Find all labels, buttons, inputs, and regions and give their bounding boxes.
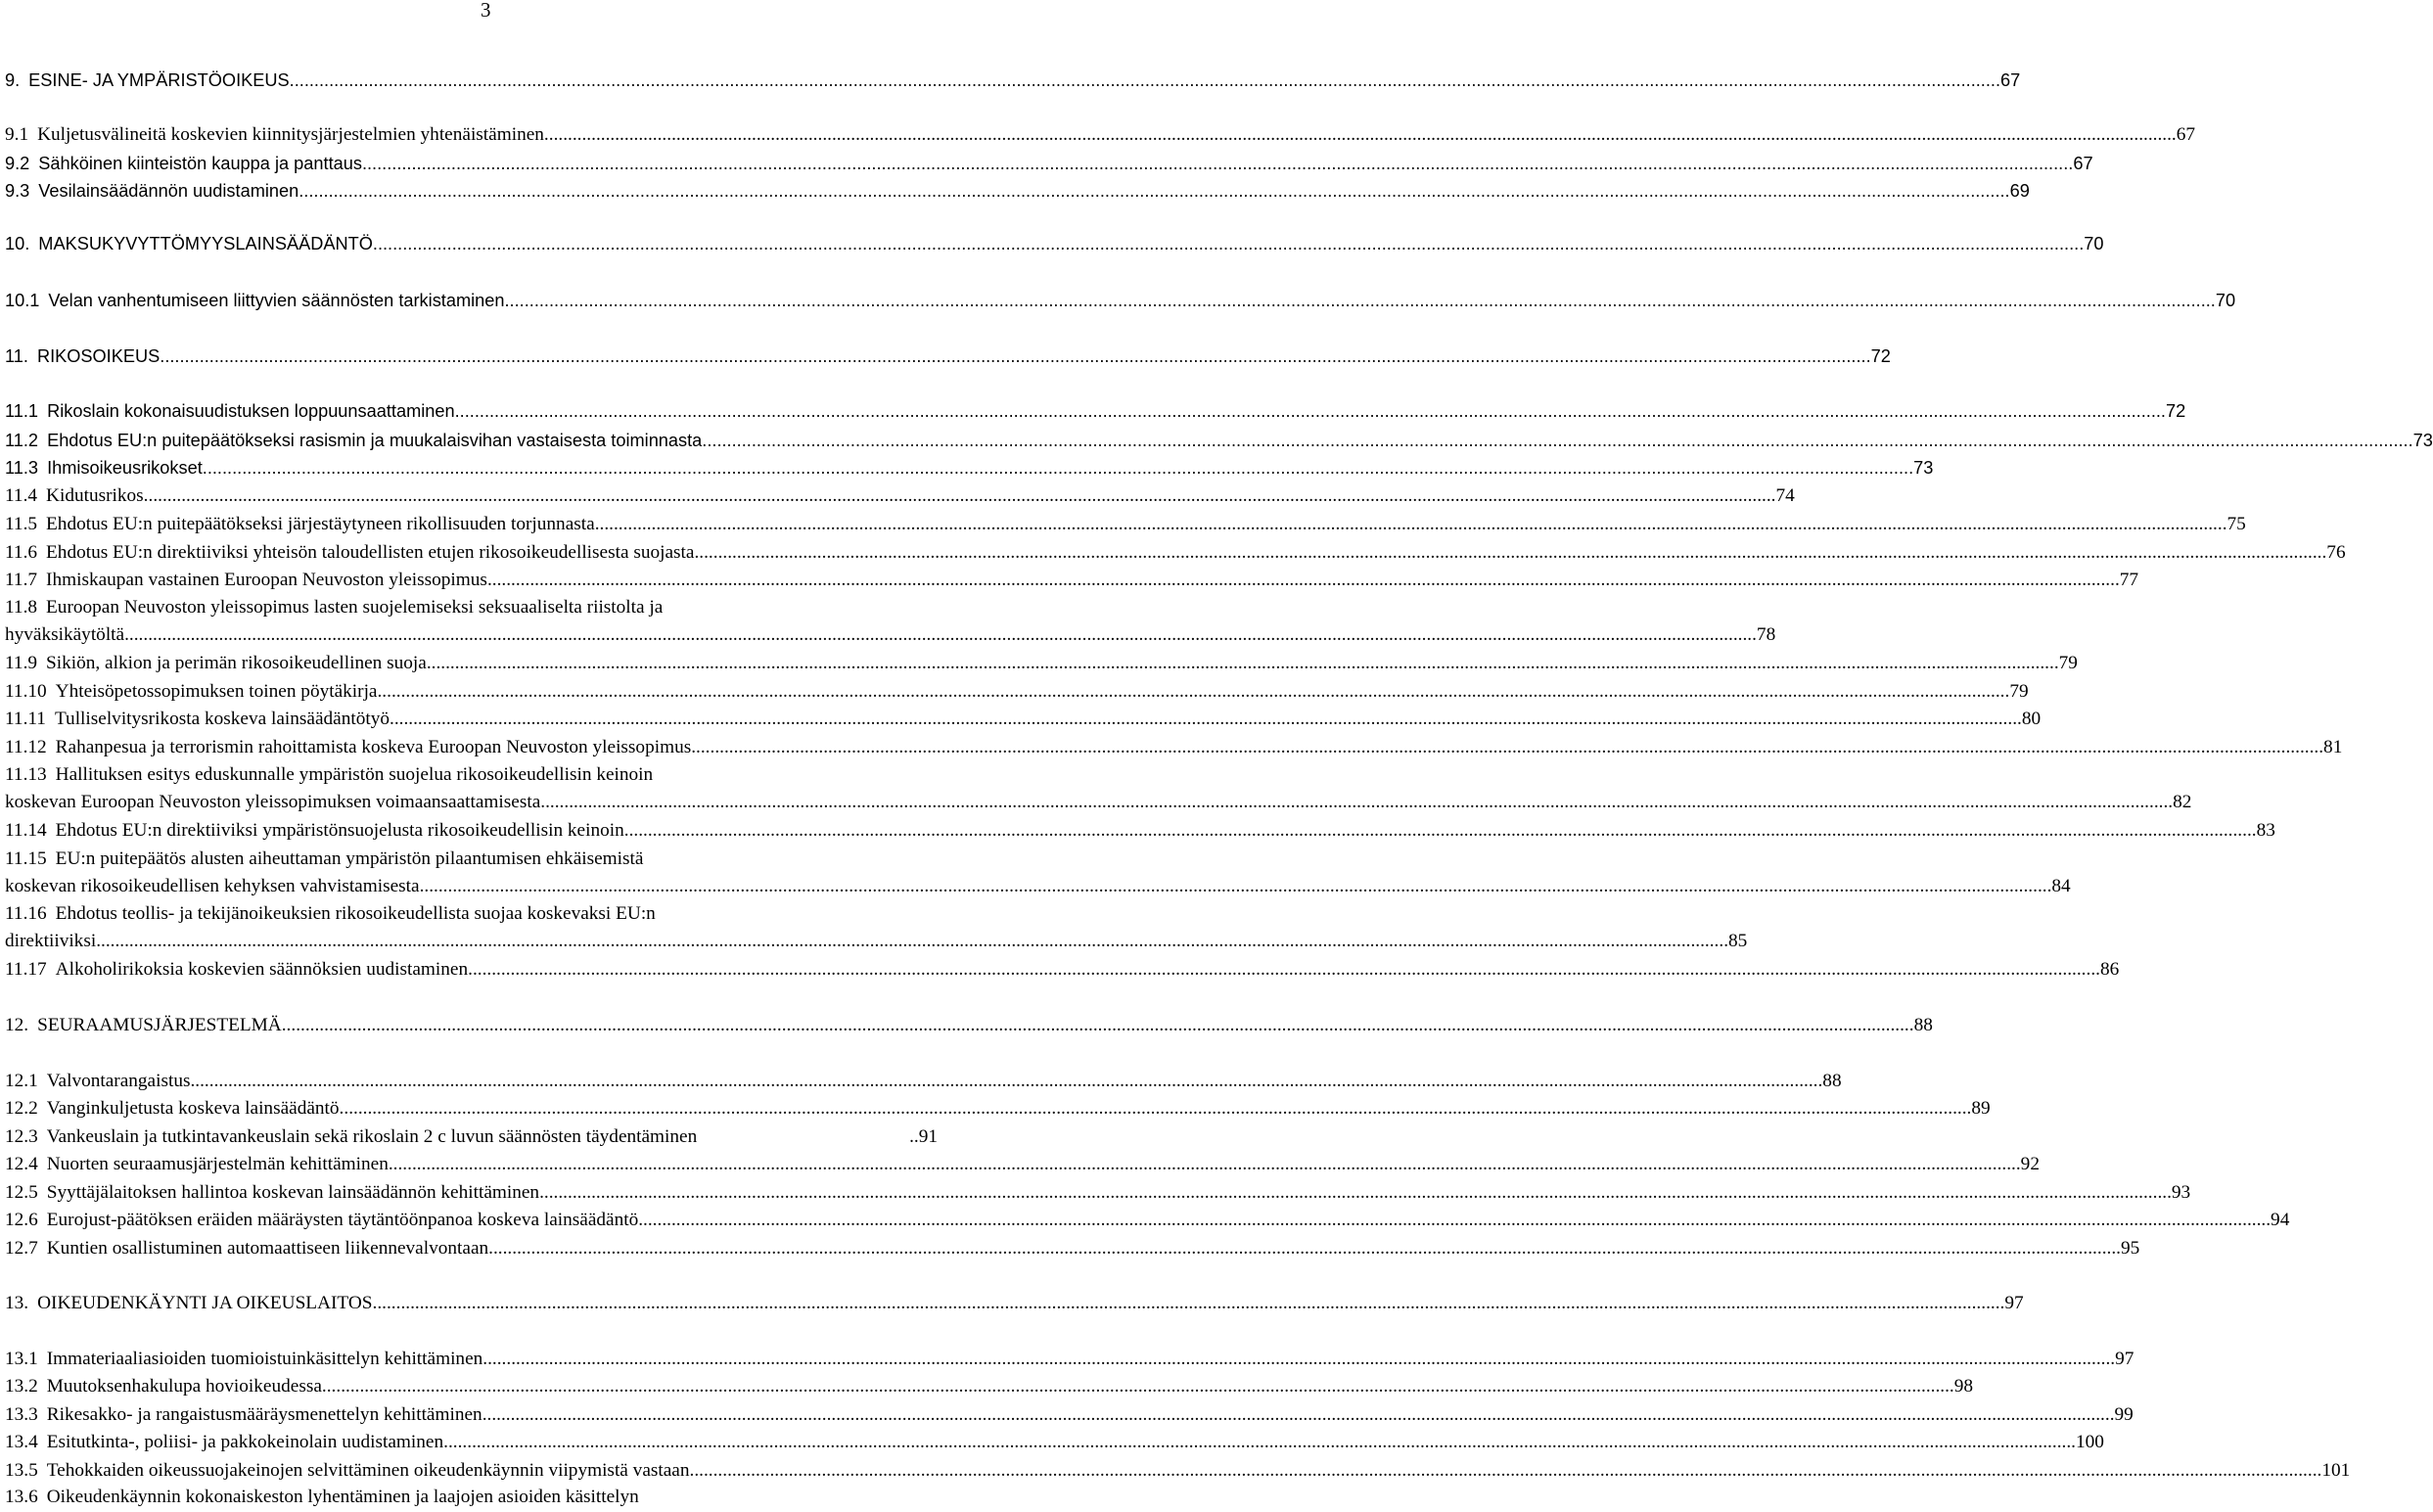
leader-dots	[638, 1207, 2271, 1234]
leader-dots	[694, 539, 2326, 567]
toc-entry-11-2[interactable]	[5, 427, 2433, 454]
toc-entry-11-7[interactable]	[5, 567, 2139, 594]
entry-page: 76	[2326, 542, 2346, 563]
entry-page: 67	[2000, 70, 2021, 90]
entry-number: 11.2	[5, 431, 39, 450]
entry-number: 11.	[5, 346, 28, 366]
entry-title: SEURAAMUSJÄRJESTELMÄ	[37, 1015, 282, 1035]
toc-entry-11-5[interactable]	[5, 511, 2246, 538]
entry-title: Ehdotus EU:n direktiiviksi yhteisön taloudellisten etujen rikosoikeudellisesta suojasta	[46, 542, 695, 563]
entry-page: 82	[2173, 792, 2192, 812]
entry-number: 10.1	[5, 291, 40, 310]
entry-number: 11.13	[5, 764, 47, 785]
entry-page: 78	[1756, 624, 1776, 645]
entry-page: 85	[1728, 931, 1748, 951]
toc-entry-13-5[interactable]	[5, 1457, 2351, 1485]
toc-entry-12-4[interactable]	[5, 1151, 2040, 1178]
entry-title: Yhteisöpetossopimuksen toinen pöytäkirja	[55, 681, 378, 702]
entry-title: Valvontarangaistus	[46, 1071, 191, 1091]
toc-entry-13-3[interactable]	[5, 1401, 2134, 1429]
entry-title: Esitutkinta-, poliisi- ja pakkokeinolain uudistaminen	[46, 1432, 444, 1452]
leader-dots	[539, 1179, 2172, 1207]
entry-title: MAKSUKYVYTTÖMYYSLAINSÄÄDÄNTÖ	[38, 234, 373, 253]
entry-page: 73	[1913, 458, 1934, 478]
entry-title: Muutoksenhakulupa hovioikeudessa	[46, 1376, 322, 1397]
toc-entry-11-12[interactable]	[5, 734, 2343, 761]
toc-entry-11-6[interactable]	[5, 539, 2346, 567]
entry-page: 88	[1822, 1071, 1842, 1091]
toc-entry-13-6[interactable]	[5, 1484, 938, 1511]
leader-dots	[487, 567, 2120, 594]
entry-title: Syyttäjälaitoksen hallintoa koskevan lainsäädännön kehittäminen	[46, 1182, 540, 1203]
leader-dots	[482, 1346, 2115, 1373]
entry-title: Kuljetusvälineitä koskevien kiinnitysjärjestelmien yhtenäistäminen	[37, 124, 544, 145]
toc-entry-12[interactable]	[5, 1012, 1933, 1039]
entry-number: 9.2	[5, 154, 30, 173]
leader-dots	[160, 343, 1870, 370]
entry-title: Vankeuslain ja tutkintavankeuslain sekä rikoslain 2 c luvun säännösten täydentäminen	[46, 1126, 698, 1147]
entry-page: 72	[1870, 346, 1891, 366]
entry-number: 10.	[5, 234, 30, 253]
entry-title-line1: Euroopan Neuvoston yleissopimus lasten suojelemiseksi seksuaaliselta riistolta ja	[46, 597, 664, 618]
toc-entry-12-6[interactable]	[5, 1207, 2290, 1234]
entry-number: 13.4	[5, 1432, 38, 1452]
entry-number: 9.	[5, 70, 21, 90]
toc-entry-11-4[interactable]	[5, 482, 1795, 510]
leader-dots	[702, 427, 2412, 454]
entry-number: 11.5	[5, 514, 38, 534]
entry-number: 11.10	[5, 681, 47, 702]
entry-title: Rikesakko- ja rangaistusmääräysmenettelyn kehittäminen	[46, 1404, 482, 1425]
entry-page: 67	[2073, 154, 2093, 173]
entry-title-line1: Ehdotus teollis- ja tekijänoikeuksien rikosoikeudellista suojaa koskevaksi EU:n	[55, 903, 656, 924]
entry-page: ..91	[909, 1126, 938, 1147]
entry-number: 13.1	[5, 1349, 38, 1369]
toc-entry-11-11[interactable]	[5, 706, 2042, 733]
leader-dots	[468, 956, 2100, 984]
entry-title: Ihmisoikeusrikokset	[47, 458, 203, 478]
leader-dots	[340, 1095, 1972, 1123]
toc-entry-13[interactable]	[5, 1290, 2024, 1317]
toc-entry-11-1[interactable]	[5, 397, 2186, 425]
entry-number: 12.2	[5, 1098, 38, 1119]
toc-entry-11-10[interactable]	[5, 678, 2029, 706]
leader-dots	[455, 397, 2166, 425]
entry-title: Sähköinen kiinteistön kauppa ja panttaus	[38, 154, 362, 173]
toc-entry-11-14[interactable]	[5, 817, 2275, 845]
entry-number: 13.2	[5, 1376, 38, 1397]
toc-entry-13-2[interactable]	[5, 1373, 1974, 1400]
entry-page: 88	[1913, 1015, 1933, 1035]
entry-number: 11.6	[5, 542, 38, 563]
entry-number: 12.	[5, 1015, 29, 1035]
entry-title: Ehdotus EU:n direktiiviksi ympäristönsuojelusta rikosoikeudellisin keinoin	[55, 820, 624, 841]
entry-number: 13.	[5, 1293, 29, 1313]
leader-dots	[691, 734, 2323, 761]
entry-title: Rikoslain kokonaisuudistuksen loppuunsaattaminen	[47, 401, 455, 421]
entry-number: 11.11	[5, 709, 46, 729]
toc-entry-9-2[interactable]	[5, 150, 2093, 177]
toc-entry-11-17[interactable]	[5, 956, 2120, 984]
toc-entry-12-3[interactable]	[5, 1123, 938, 1151]
entry-title: Ihmiskaupan vastainen Euroopan Neuvoston yleissopimus	[46, 570, 487, 590]
entry-number: 12.6	[5, 1210, 38, 1230]
page-number: 3	[481, 0, 491, 22]
entry-page: 67	[2176, 124, 2196, 145]
entry-page: 75	[2226, 514, 2246, 534]
entry-title: Alkoholirikoksia koskevien säännöksien uudistaminen	[55, 959, 469, 980]
leader-dots	[488, 1235, 2121, 1262]
leader-dots	[544, 121, 2177, 149]
entry-number: 11.15	[5, 848, 47, 869]
leader-dots	[505, 287, 2216, 314]
leader-dots	[282, 1012, 1914, 1039]
toc-entry-9-1[interactable]	[5, 121, 2196, 149]
entry-number: 13.5	[5, 1460, 38, 1481]
entry-number: 13.6	[5, 1487, 38, 1507]
entry-title: Tehokkaiden oikeussuojakeinojen selvittäminen oikeudenkäynnin viipymistä vastaan	[46, 1460, 690, 1481]
entry-title: Kidutusrikos	[46, 485, 144, 506]
entry-number: 11.17	[5, 959, 47, 980]
entry-title: Tulliselvitysrikosta koskeva lainsäädäntötyö	[54, 709, 390, 729]
entry-number: 11.3	[5, 458, 39, 478]
leader-dots	[420, 873, 2052, 900]
entry-number: 12.4	[5, 1154, 38, 1174]
entry-page: 93	[2171, 1182, 2191, 1203]
entry-title-line1: EU:n puitepäätös alusten aiheuttaman ympäristön pilaantumisen ehkäisemistä	[55, 848, 644, 869]
entry-title: ESINE- JA YMPÄRISTÖOIKEUS	[28, 70, 290, 90]
leader-dots	[203, 454, 1913, 481]
entry-page: 73	[2412, 431, 2433, 450]
leader-dots	[624, 817, 2257, 845]
entry-title: Eurojust-päätöksen eräiden määräysten täytäntöönpanoa koskeva lainsäädäntö	[46, 1210, 639, 1230]
toc-entry-9[interactable]	[5, 67, 2021, 94]
leader-dots	[96, 928, 1728, 955]
entry-number: 11.8	[5, 597, 38, 618]
leader-dots	[443, 1429, 2076, 1456]
entry-number: 12.1	[5, 1071, 38, 1091]
toc-entry-12-5[interactable]	[5, 1179, 2191, 1207]
toc-entry-9-3[interactable]	[5, 177, 2030, 205]
entry-title: Sikiön, alkion ja perimän rikosoikeudellinen suoja	[46, 653, 427, 673]
entry-page: 92	[2020, 1154, 2040, 1174]
entry-page: 79	[2058, 653, 2078, 673]
toc-entry-11-15[interactable]	[5, 846, 2071, 900]
leader-dots	[190, 1068, 1822, 1095]
toc-entry-11-13[interactable]	[5, 761, 2192, 816]
toc-entry-11[interactable]	[5, 343, 1891, 370]
entry-page: 98	[1953, 1376, 1974, 1397]
leader-dots	[690, 1457, 2322, 1485]
entry-number: 11.12	[5, 737, 47, 757]
toc-entry-13-1[interactable]	[5, 1346, 2135, 1373]
toc-entry-12-1[interactable]	[5, 1068, 1842, 1095]
leader-dots	[540, 789, 2173, 816]
entry-page: 81	[2323, 737, 2343, 757]
leader-dots	[595, 511, 2227, 538]
entry-title: hyväksikäytöltä	[5, 624, 125, 645]
entry-title: Ehdotus EU:n puitepäätökseksi järjestäytyneen rikollisuuden torjunnasta	[46, 514, 595, 534]
entry-page: 69	[2009, 181, 2030, 201]
entry-page: 89	[1971, 1098, 1991, 1119]
entry-page: 80	[2021, 709, 2042, 729]
entry-title: Velan vanhentumiseen liittyvien säännösten tarkistaminen	[48, 291, 505, 310]
entry-number: 11.14	[5, 820, 47, 841]
entry-page: 86	[2099, 959, 2120, 980]
entry-title: Oikeudenkäynnin kokonaiskeston lyhentäminen ja laajojen asioiden käsittelyn	[46, 1487, 639, 1507]
entry-page: 79	[2009, 681, 2029, 702]
entry-number: 12.7	[5, 1238, 38, 1259]
leader-dots	[322, 1373, 1954, 1400]
entry-page: 74	[1775, 485, 1795, 506]
leader-dots	[482, 1401, 2115, 1429]
entry-number: 11.16	[5, 903, 47, 924]
leader-dots	[298, 177, 2009, 205]
entry-number: 12.3	[5, 1126, 38, 1147]
entry-title: RIKOSOIKEUS	[36, 346, 161, 366]
toc-entry-12-2[interactable]	[5, 1095, 1991, 1123]
leader-dots	[124, 621, 1757, 649]
entry-title: Vanginkuljetusta koskeva lainsäädäntö	[46, 1098, 340, 1119]
entry-number: 11.9	[5, 653, 38, 673]
entry-page: 70	[2215, 291, 2236, 310]
entry-page: 84	[2051, 876, 2071, 896]
leader-dots	[377, 678, 2009, 706]
toc-entry-10[interactable]	[5, 230, 2104, 257]
entry-title: Ehdotus EU:n puitepäätökseksi rasismin ja muukalaisvihan vastaisesta toiminnasta	[47, 431, 703, 450]
entry-number: 9.3	[5, 181, 30, 201]
toc-entry-13-4[interactable]	[5, 1429, 2104, 1456]
leader-dots	[144, 482, 1776, 510]
entry-page: 101	[2321, 1460, 2351, 1481]
entry-number: 11.4	[5, 485, 38, 506]
entry-title: Immateriaaliasioiden tuomioistuinkäsittelyn kehittäminen	[46, 1349, 483, 1369]
toc-entry-11-3[interactable]	[5, 454, 1934, 481]
leader-dots	[390, 706, 2022, 733]
entry-number: 12.5	[5, 1182, 38, 1203]
entry-page: 77	[2119, 570, 2139, 590]
entry-page: 95	[2120, 1238, 2140, 1259]
entry-page: 72	[2166, 401, 2186, 421]
toc-entry-12-7[interactable]	[5, 1235, 2140, 1262]
entry-number: 13.3	[5, 1404, 38, 1425]
entry-page: 100	[2075, 1432, 2104, 1452]
entry-page: 70	[2084, 234, 2104, 253]
entry-page: 97	[2115, 1349, 2135, 1369]
leader-dots	[373, 230, 2084, 257]
entry-title: OIKEUDENKÄYNTI JA OIKEUSLAITOS	[37, 1293, 373, 1313]
leader-dots	[389, 1151, 2021, 1178]
entry-page: 83	[2256, 820, 2275, 841]
toc-entry-11-16[interactable]	[5, 900, 1748, 955]
leader-dots	[427, 650, 2059, 677]
leader-dots	[290, 67, 2000, 94]
entry-title: Vesilainsäädännön uudistaminen	[38, 181, 299, 201]
toc-entry-11-8[interactable]	[5, 594, 1776, 649]
leader-dots	[362, 150, 2073, 177]
entry-number: 11.1	[5, 401, 39, 421]
entry-title: koskevan Euroopan Neuvoston yleissopimuksen voimaansaattamisesta	[5, 792, 541, 812]
entry-title: Rahanpesua ja terrorismin rahoittamista koskeva Euroopan Neuvoston yleissopimus	[55, 737, 692, 757]
leader-dots	[373, 1290, 2005, 1317]
entry-page: 99	[2114, 1404, 2134, 1425]
entry-page: 94	[2271, 1210, 2290, 1230]
toc-entry-11-9[interactable]	[5, 650, 2078, 677]
toc-entry-10-1[interactable]	[5, 287, 2236, 314]
entry-title: Kuntien osallistuminen automaattiseen liikennevalvontaan	[46, 1238, 489, 1259]
entry-title: Nuorten seuraamusjärjestelmän kehittäminen	[46, 1154, 389, 1174]
entry-number: 11.7	[5, 570, 38, 590]
entry-number: 9.1	[5, 124, 29, 145]
entry-page: 97	[2004, 1293, 2024, 1313]
entry-title: direktiiviksi	[5, 931, 97, 951]
entry-title: koskevan rikosoikeudellisen kehyksen vahvistamisesta	[5, 876, 420, 896]
entry-title-line1: Hallituksen esitys eduskunnalle ympäristön suojelua rikosoikeudellisin keinoin	[55, 764, 654, 785]
